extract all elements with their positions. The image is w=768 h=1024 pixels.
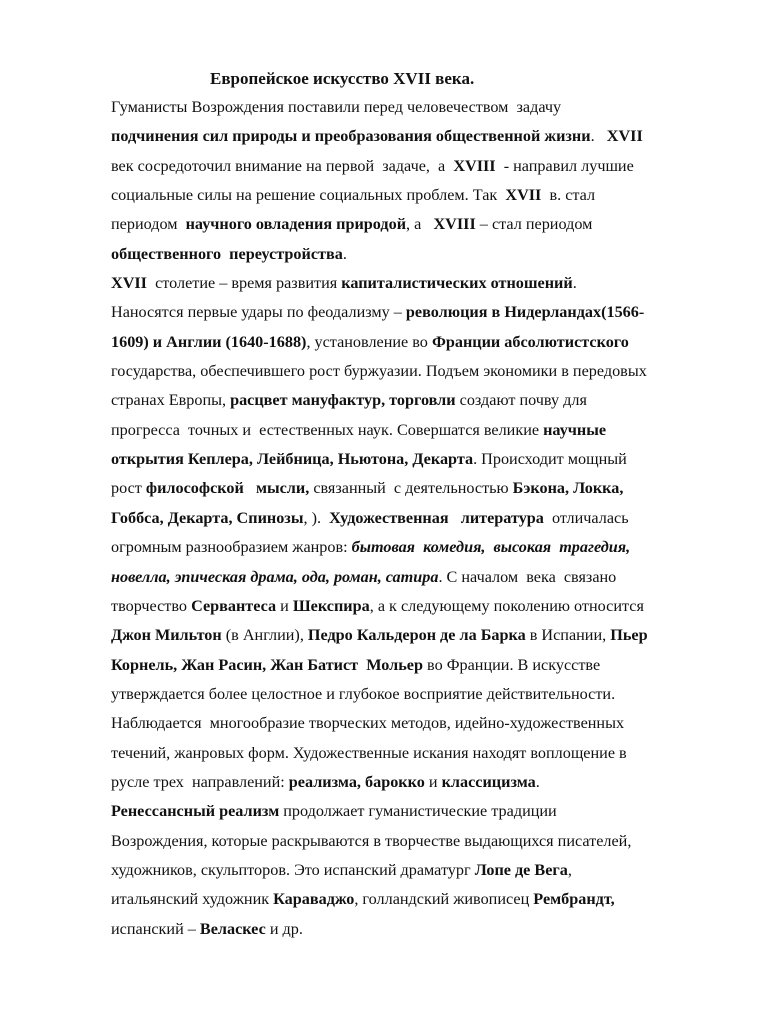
- text-line: [111, 181, 711, 210]
- emphasized-text: 1609) и Англии (1640-1688): [111, 332, 307, 351]
- text-segment: русле трех направлений:: [111, 772, 289, 791]
- emphasized-text: XVIII: [433, 215, 476, 234]
- emphasized-text: Ренессансный реализм: [111, 802, 280, 821]
- text-segment: огромным разнообразием жанров:: [111, 538, 352, 557]
- text-segment: создают почву для: [455, 391, 587, 410]
- text-segment: , установление во: [306, 332, 432, 351]
- text-segment: , а к следующему поколению относится: [369, 596, 644, 615]
- text-line: [111, 240, 711, 269]
- text-line: [111, 122, 711, 151]
- emphasized-text: XVII: [606, 127, 643, 146]
- emphasized-text: Шекспира: [292, 596, 370, 615]
- text-segment: и др.: [265, 919, 303, 938]
- text-segment: и: [424, 772, 442, 791]
- text-segment: (в Англии),: [221, 626, 308, 645]
- text-segment: , голландский живописец: [354, 890, 534, 909]
- text-line: [111, 768, 711, 797]
- text-line: [111, 885, 711, 914]
- text-line: [111, 563, 711, 592]
- text-segment: социальные силы на решение социальных проблем. Так: [111, 186, 506, 205]
- emphasized-text: реализма, барокко: [288, 772, 425, 791]
- text-segment: отличалась: [543, 508, 629, 527]
- text-segment: рост: [111, 479, 146, 498]
- text-line: [111, 621, 711, 650]
- text-segment: течений, жанровых форм. Художественные искания находят воплощение в: [111, 743, 627, 762]
- text-segment: столетие – время развития: [146, 274, 342, 293]
- text-line: [111, 152, 711, 181]
- text-segment: странах Европы,: [111, 391, 231, 410]
- emphasized-text: Гоббса, Декарта, Спинозы: [111, 508, 304, 527]
- text-line: [111, 533, 711, 562]
- text-segment: связанный с деятельностью: [309, 479, 513, 498]
- text-line: [111, 416, 711, 445]
- emphasized-text: научные: [543, 420, 607, 439]
- text-segment: Гуманисты Возрождения поставили перед человечеством задачу: [111, 98, 562, 116]
- text-segment: во Франции. В искусстве: [423, 655, 601, 674]
- emphasized-text: революция в Нидерландах(1566-: [405, 303, 645, 322]
- text-line: [111, 709, 711, 738]
- text-line: [111, 504, 711, 533]
- text-segment: периодом: [111, 215, 186, 234]
- text-segment: .: [535, 772, 540, 791]
- emphasized-text: общественного переустройства: [111, 244, 343, 263]
- text-segment: в Испании,: [525, 626, 611, 645]
- text-line: [111, 357, 711, 386]
- text-segment: прогресса точных и естественных наук. Совершатся великие: [111, 420, 544, 439]
- text-segment: Наносятся первые удары по феодализму –: [111, 303, 406, 322]
- emphasized-text: XVIII: [453, 156, 496, 175]
- text-segment: утверждается более целостное и глубокое восприятие действительности.: [111, 684, 616, 703]
- text-segment: . Происходит мощный: [473, 450, 627, 469]
- text-segment: творчество: [111, 596, 192, 615]
- text-segment: ,: [567, 860, 572, 879]
- emphasized-text: новелла, эпическая драма, ода, роман, сатира: [111, 567, 439, 586]
- text-segment: век сосредоточил внимание на первой задаче, а: [111, 156, 454, 175]
- text-line: [111, 592, 711, 621]
- emphasized-text: Сервантеса: [191, 596, 277, 615]
- text-line: [111, 328, 711, 357]
- text-segment: итальянский художник: [111, 890, 274, 909]
- emphasized-text: Бэкона, Локка,: [512, 479, 624, 498]
- emphasized-text: открытия Кеплера, Лейбница, Ньютона, Декарта: [111, 450, 474, 469]
- emphasized-text: Джон Мильтон: [111, 626, 222, 645]
- text-segment: – стал периодом: [475, 215, 593, 234]
- emphasized-text: Лопе де Вега: [474, 860, 568, 879]
- emphasized-text: Художественная литература: [329, 508, 544, 527]
- emphasized-text: расцвет мануфактур, торговли: [230, 391, 456, 410]
- text-line: [111, 445, 711, 474]
- emphasized-text: классицизма: [441, 772, 536, 791]
- emphasized-text: Корнель, Жан Расин, Жан Батист Мольер: [111, 655, 423, 674]
- text-line: [111, 915, 711, 944]
- emphasized-text: Караваджо: [273, 890, 355, 909]
- text-line: [111, 93, 711, 122]
- emphasized-text: подчинения сил природы и преобразования общественной жизни: [111, 127, 591, 146]
- text-line: [111, 269, 711, 298]
- text-segment: испанский –: [111, 919, 200, 938]
- text-line: [111, 386, 711, 415]
- text-line: [111, 797, 711, 826]
- emphasized-text: научного овладения природой: [185, 215, 407, 234]
- text-segment: , ).: [303, 508, 330, 527]
- text-segment: Наблюдается многообразие творческих методов, идейно-художественных: [111, 714, 625, 733]
- text-segment: .: [572, 274, 577, 293]
- emphasized-text: XVII: [505, 186, 542, 205]
- text-segment: Возрождения, которые раскрываются в творчестве выдающихся писателей,: [111, 831, 632, 850]
- text-segment: .: [590, 127, 607, 146]
- emphasized-text: Пьер: [610, 626, 648, 645]
- emphasized-text: Рембрандт,: [533, 890, 615, 909]
- text-segment: . С началом века связано: [438, 567, 617, 586]
- text-line: [111, 210, 711, 239]
- text-segment: художников, скульпторов. Это испанский драматург: [111, 860, 475, 879]
- text-line: [111, 298, 711, 327]
- text-line: [111, 651, 711, 680]
- emphasized-text: философской мысли,: [145, 479, 310, 498]
- text-line: [111, 856, 711, 885]
- emphasized-text: капиталистических отношений: [341, 274, 573, 293]
- text-line: [111, 827, 711, 856]
- text-segment: в. стал: [541, 186, 596, 205]
- text-segment: .: [342, 244, 347, 263]
- text-segment: продолжает гуманистические традиции: [279, 802, 557, 821]
- document-title: Европейское искусство XVII века.: [210, 69, 475, 88]
- text-line: [111, 680, 711, 709]
- text-segment: , а: [406, 215, 434, 234]
- emphasized-text: Педро Кальдерон де ла Барка: [307, 626, 526, 645]
- emphasized-text: бытовая комедия, высокая трагедия,: [351, 538, 631, 557]
- text-line: [111, 739, 711, 768]
- document-body: [111, 93, 711, 944]
- text-line: [111, 474, 711, 503]
- text-segment: и: [276, 596, 293, 615]
- emphasized-text: Франции абсолютистского: [431, 332, 629, 351]
- emphasized-text: XVII: [111, 274, 147, 293]
- emphasized-text: Веласкес: [199, 919, 266, 938]
- text-segment: - направил лучшие: [495, 156, 634, 175]
- text-segment: государства, обеспечившего рост буржуазии. Подъем экономики в передовых: [111, 362, 647, 381]
